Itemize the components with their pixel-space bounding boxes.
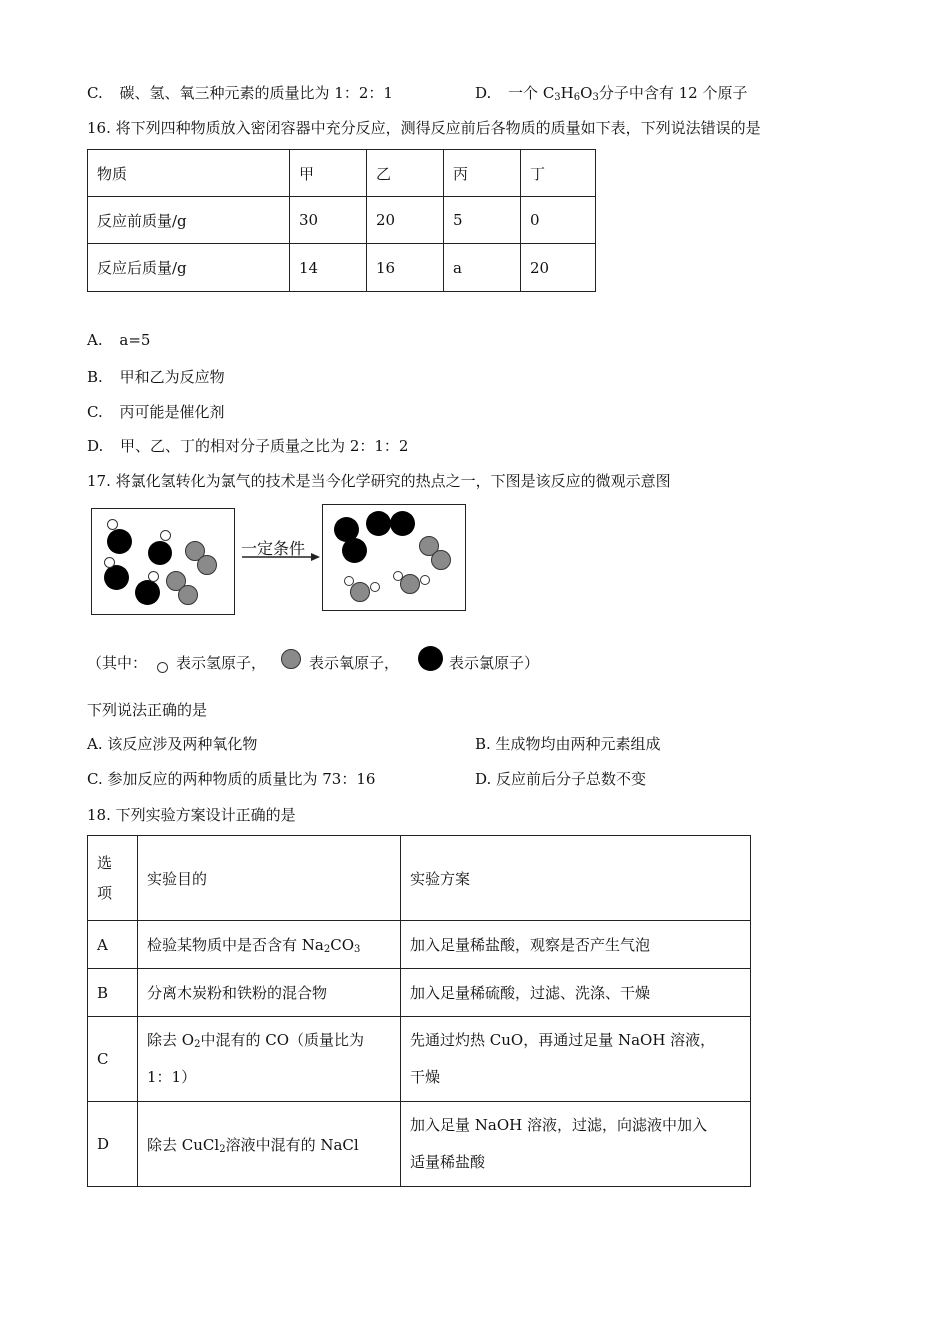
table-cell: 先通过灼热 CuO，再通过足量 NaOH 溶液， 干燥 [401, 1017, 751, 1102]
table-cell: 分离木炭粉和铁粉的混合物 [138, 969, 401, 1017]
table-cell: 20 [521, 244, 596, 292]
q16-option-a [87, 331, 150, 349]
q17-option-a: A. 该反应涉及两种氧化物 [87, 735, 258, 753]
table-cell: 丙 [444, 150, 521, 197]
q18-table [87, 835, 751, 1187]
chlorine-atom [104, 565, 129, 590]
table-row [88, 197, 596, 244]
option-text: 甲、乙、丁的相对分子质量之比为 2：1：2 [120, 437, 409, 455]
table-row [88, 969, 751, 1017]
table-cell: A [88, 921, 138, 969]
hydrogen-atom [148, 571, 159, 582]
hydrogen-legend-icon [157, 662, 168, 673]
table-cell: 选 项 [88, 836, 138, 921]
chlorine-atom [366, 511, 391, 536]
oxygen-legend-icon [281, 649, 301, 669]
table-cell: 30 [290, 197, 367, 244]
option-text: a=5 [119, 331, 151, 349]
q16-option-c [87, 401, 225, 422]
q16-option-b [87, 366, 225, 387]
legend-prefix: （其中： [87, 654, 148, 672]
table-cell: C [88, 1017, 138, 1102]
table-cell: 14 [290, 244, 367, 292]
option-text: 一个 $C_3H_6O_3$分子中含有 12 个原子 [508, 84, 748, 103]
arrow-icon [240, 550, 322, 564]
hydrogen-atom [104, 557, 115, 568]
hydrogen-atom [107, 519, 118, 530]
table-row [88, 244, 596, 292]
table-cell: a [444, 244, 521, 292]
table-cell: 5 [444, 197, 521, 244]
chlorine-atom [148, 541, 172, 565]
table-cell: 加入足量稀盐酸，观察是否产生气泡 [401, 921, 751, 969]
table-cell: 检验某物质中是否含有 $Na_2CO_3$ [138, 921, 401, 969]
q17-option-b: B. 生成物均由两种元素组成 [475, 735, 661, 753]
table-cell: 丁 [521, 150, 596, 197]
q17-stem: 17. 将氯化氢转化为氯气的技术是当今化学研究的热点之一，下图是该反应的微观示意图 [87, 472, 671, 490]
q16-stem: 16. 将下列四种物质放入密闭容器中充分反应，测得反应前后各物质的质量如下表，下列说法错误的是 [87, 119, 761, 137]
hydrogen-atom [370, 582, 380, 592]
oxygen-atom [400, 574, 420, 594]
table-cell: 反应前质量/g [88, 197, 290, 244]
products-box [322, 504, 466, 611]
table-cell: 甲 [290, 150, 367, 197]
q17-option-c: C. 参加反应的两种物质的质量比为 73：16 [87, 770, 376, 788]
oxygen-atom [431, 550, 451, 570]
q17-question: 下列说法正确的是 [87, 701, 208, 719]
table-row [88, 1017, 751, 1102]
legend-oxygen: 表示氧原子， [309, 654, 400, 672]
chlorine-atom [342, 538, 367, 563]
table-row [88, 921, 751, 969]
table-cell: D [88, 1102, 138, 1187]
table-cell: B [88, 969, 138, 1017]
option-label: C. [87, 403, 103, 421]
hydrogen-atom [393, 571, 403, 581]
table-cell: 除去 $O_2$中混有的 CO（质量比为 1：1） [138, 1017, 401, 1102]
oxygen-atom [178, 585, 198, 605]
option-label: C. [87, 84, 103, 102]
table-cell: 乙 [367, 150, 444, 197]
hydrogen-atom [160, 530, 171, 541]
hydrogen-atom [420, 575, 430, 585]
table-header-row [88, 150, 596, 197]
chlorine-legend-icon [418, 646, 443, 671]
table-cell: 加入足量稀硫酸，过滤、洗涤、干燥 [401, 969, 751, 1017]
option-label: D. [87, 437, 104, 455]
table-row [88, 1102, 751, 1187]
table-cell: 反应后质量/g [88, 244, 290, 292]
table-header-row [88, 836, 751, 921]
table-cell: 实验目的 [138, 836, 401, 921]
q15-option-d [475, 82, 747, 103]
option-text: 甲和乙为反应物 [119, 368, 225, 386]
table-cell: 16 [367, 244, 444, 292]
table-cell: 20 [367, 197, 444, 244]
chlorine-atom [390, 511, 415, 536]
arrow-label: 一定条件 [241, 539, 306, 558]
q18-stem: 18. 下列实验方案设计正确的是 [87, 806, 296, 824]
oxygen-atom [350, 582, 370, 602]
legend-hydrogen: 表示氢原子， [176, 654, 267, 672]
oxygen-atom [197, 555, 217, 575]
option-text: 丙可能是催化剂 [119, 403, 225, 421]
q16-table [87, 149, 596, 292]
legend-chlorine: 表示氯原子） [449, 654, 540, 672]
q16-option-d [87, 435, 408, 456]
table-cell: 加入足量 NaOH 溶液，过滤，向滤液中加入 适量稀盐酸 [401, 1102, 751, 1187]
chlorine-atom [135, 580, 160, 605]
table-cell: 0 [521, 197, 596, 244]
q17-option-d: D. 反应前后分子总数不变 [475, 770, 647, 788]
table-cell: 除去 CuCl$_2$溶液中混有的 NaCl [138, 1102, 401, 1187]
chlorine-atom [107, 529, 132, 554]
hydrogen-atom [344, 576, 354, 586]
table-cell: 物质 [88, 150, 290, 197]
option-label: D. [475, 84, 492, 102]
option-label: A. [87, 331, 103, 349]
option-label: B. [87, 368, 103, 386]
table-cell: 实验方案 [401, 836, 751, 921]
q15-option-c [87, 82, 393, 103]
option-text: 碳、氢、氧三种元素的质量比为 1：2：1 [119, 84, 393, 102]
reactants-box [91, 508, 235, 615]
